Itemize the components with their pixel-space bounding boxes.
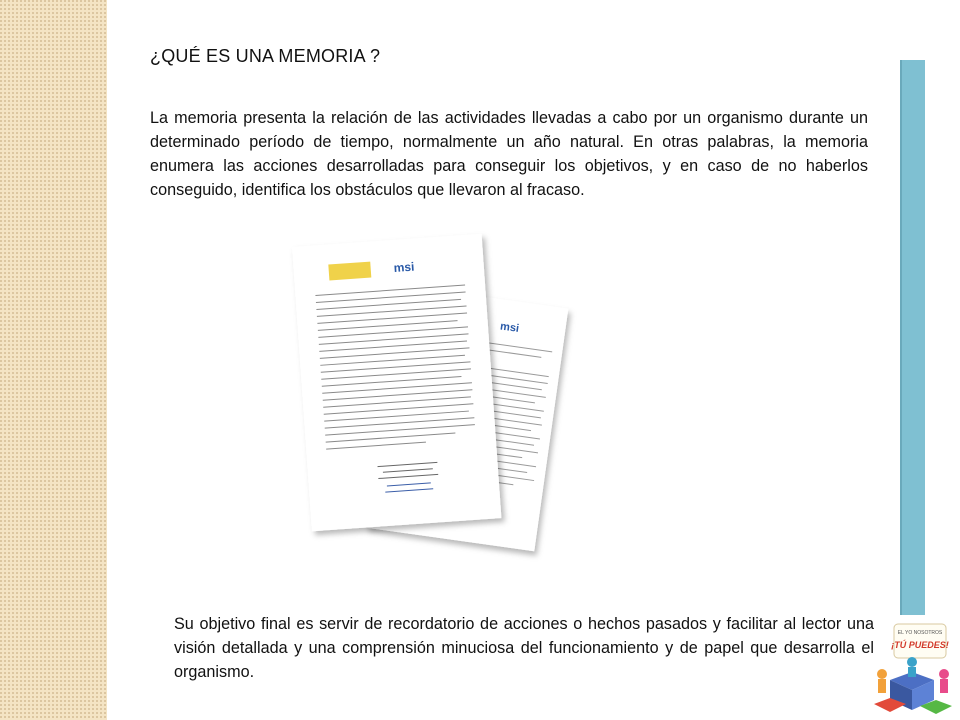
objective-paragraph: Su objetivo final es servir de recordatorio de acciones o hechos pasados y facilitar al lector una visión detallada y una comprensión minuciosa del funcionamiento y de papel que desarrolla el organismo. [174,615,874,681]
sticker-line-2: ¡TÚ PUEDES! [891,640,949,650]
definition-paragraph: La memoria presenta la relación de las actividades llevadas a cabo por un organismo durante un determinado período de tiempo, normalmente un año natural. En otras palabras, la memoria enumera las acciones desarrolladas para conseguir los objetivos, y en caso de no haberlos conseguido, identifica los obstáculos que llevaron al fracaso. [150,109,868,199]
front-document-page [292,234,501,532]
decorative-side-band [0,0,107,720]
teamwork-puzzle-image [872,622,960,720]
sticker-line-1: EL YO NOSOTROS [897,630,943,636]
accent-bar [900,60,925,615]
back-logo: msi [499,320,520,335]
documents-illustration [270,225,590,595]
front-logo: msi [393,259,415,275]
slide-title: ¿QUÉ ES UNA MEMORIA ? [150,46,381,66]
